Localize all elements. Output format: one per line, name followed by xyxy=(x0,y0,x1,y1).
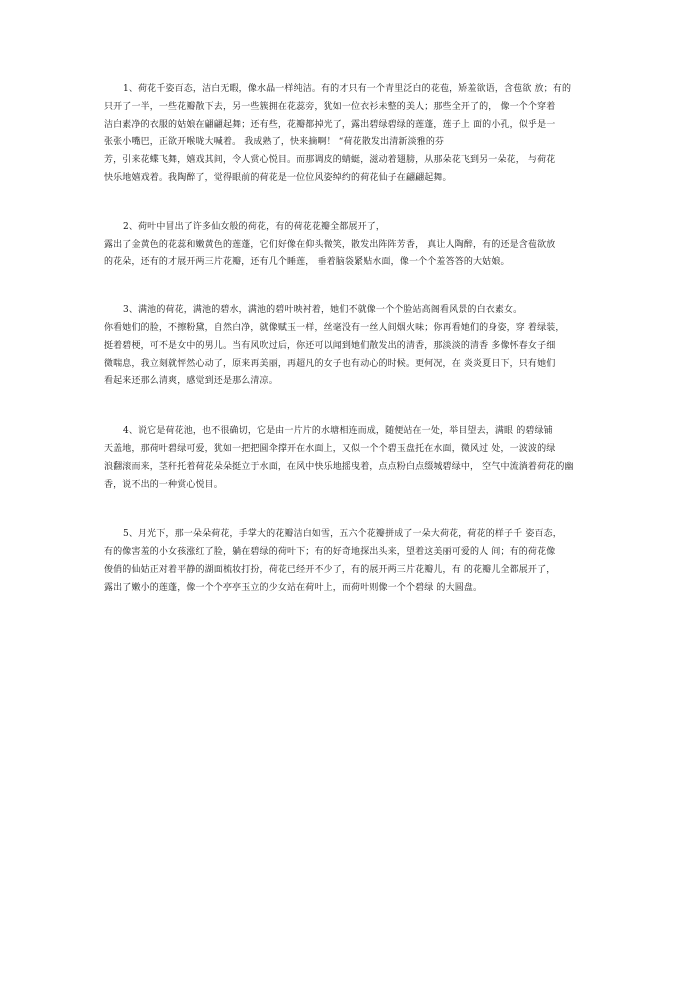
text-line: 你看她们的脸，不擦粉黛，自然白净，就像赋玉一样，丝毫没有一丝人间烟火味；你再看她们的身姿，穿 着绿装， xyxy=(104,322,565,333)
text-line: 俊俏的仙姑正对着平静的湖面梳妆打扮，荷花已经开不少了，有的展开两三片花瓣儿，有 的花瓣儿全都展开了， xyxy=(104,564,556,575)
text-line: 5、月光下，那一朵朵荷花，手掌大的花瓣洁白如雪，五六个花瓣拼成了一朵大荷花，荷花的样子千 姿百态， xyxy=(123,529,562,540)
text-line: 看起来还那么清爽，感觉到还是那么清凉。 xyxy=(104,376,278,387)
text-line: 浪翻滚而来，茎秆托着荷花朵朵挺立于水面，在风中快乐地摇曳着，点点粉白点缀城碧绿中， 空气中流淌着荷花的幽 xyxy=(104,461,574,472)
text-line: 洁白素净的衣服的姑娘在翩翩起舞；还有些，花瓣都掉光了，露出碧绿碧绿的莲蓬，莲子上 面的小孔，似乎是一 xyxy=(104,119,556,130)
text-line: 快乐地嬉戏着。我陶醉了，觉得眼前的荷花是一位位风姿绰约的荷花仙子在翩翩起舞。 xyxy=(104,172,452,183)
text-line: 露出了金黄色的花蕊和嫩黄色的莲蓬，它们好像在仰头微笑，散发出阵阵芳香， 真让人陶醉，有的还是含苞欲放 xyxy=(104,239,556,250)
paragraph-1 xyxy=(104,81,594,188)
text-line: 4、说它是荷花池，也不很确切，它是由一片片的水塘相连而成，随便站在一处，举目望去，满眼 的碧绿铺 xyxy=(123,426,553,437)
paragraph-5 xyxy=(104,526,594,597)
text-line: 1、荷花千姿百态，洁白无暇，像水晶一样纯洁。有的才只有一个青里泛白的花苞，矫羞欲语，含苞欲 放；有的 xyxy=(123,84,572,94)
text-line: 天盖地，那荷叶碧绿可爱，犹如一把把圆伞撑开在水面上，又似一个个碧玉盘托在水面，微风过 处，一波波的绿 xyxy=(104,443,556,454)
text-line: 的花朵，还有的才展开两三片花瓣，还有几个睡莲， 垂着脑袋紧贴水面，像一个个羞答答的大姑娘。 xyxy=(104,257,510,268)
text-line: 挺着碧梗，可不是女中的男儿。当有风吹过后，你还可以闻到她们散发出的清香，那淡淡的清香 多像怀春女子细 xyxy=(104,340,556,351)
text-line: 2、荷叶中冒出了许多仙女般的荷花，有的荷花花瓣全都展开了， xyxy=(123,221,386,232)
paragraph-2 xyxy=(104,219,594,272)
text-line: 有的像害羞的小女孩涨红了脸，躺在碧绿的荷叶下；有的好奇地探出头来，望着这美丽可爱的人 间；有的荷花像 xyxy=(104,547,556,558)
text-line: 只开了一半，一些花瓣散下去，另一些簇拥在花蕊旁，犹如一位衣衫未整的美人；那些全开了的， 像一个个穿着 xyxy=(104,101,556,112)
text-line: 露出了嫩小的莲蓬，像一个个亭亭玉立的少女站在荷叶上，而荷叶则像一个个碧绿 的大圆盘。 xyxy=(104,582,483,593)
text-line: 微喘息，我立刻就怦然心动了，原来再美丽，再超凡的女子也有动心的时候。更何况，在 炎炎夏日下，只有她们 xyxy=(104,358,556,369)
paragraph-3 xyxy=(104,302,594,391)
paragraph-4 xyxy=(104,423,594,494)
text-line: 芳，引来花蝶飞舞，嬉戏其间，令人赏心悦目。而那调皮的蜻蜓，滋动着翅膀，从那朵花飞到另一朵花， 与荷花 xyxy=(104,155,556,166)
text-line: 3、满池的荷花，满池的碧水，满池的碧叶映衬着，她们不就像一个个脸站高阁看风景的白衣素女。 xyxy=(123,305,523,316)
text-line: 张张小嘴巴，正欲开喉咙大喊着。 我成熟了，快来摘啊！ “荷花散发出清新淡雅的芬 xyxy=(104,137,445,148)
document-body xyxy=(104,81,594,630)
text-line: 香，说不出的一种赏心悦目。 xyxy=(104,479,223,490)
